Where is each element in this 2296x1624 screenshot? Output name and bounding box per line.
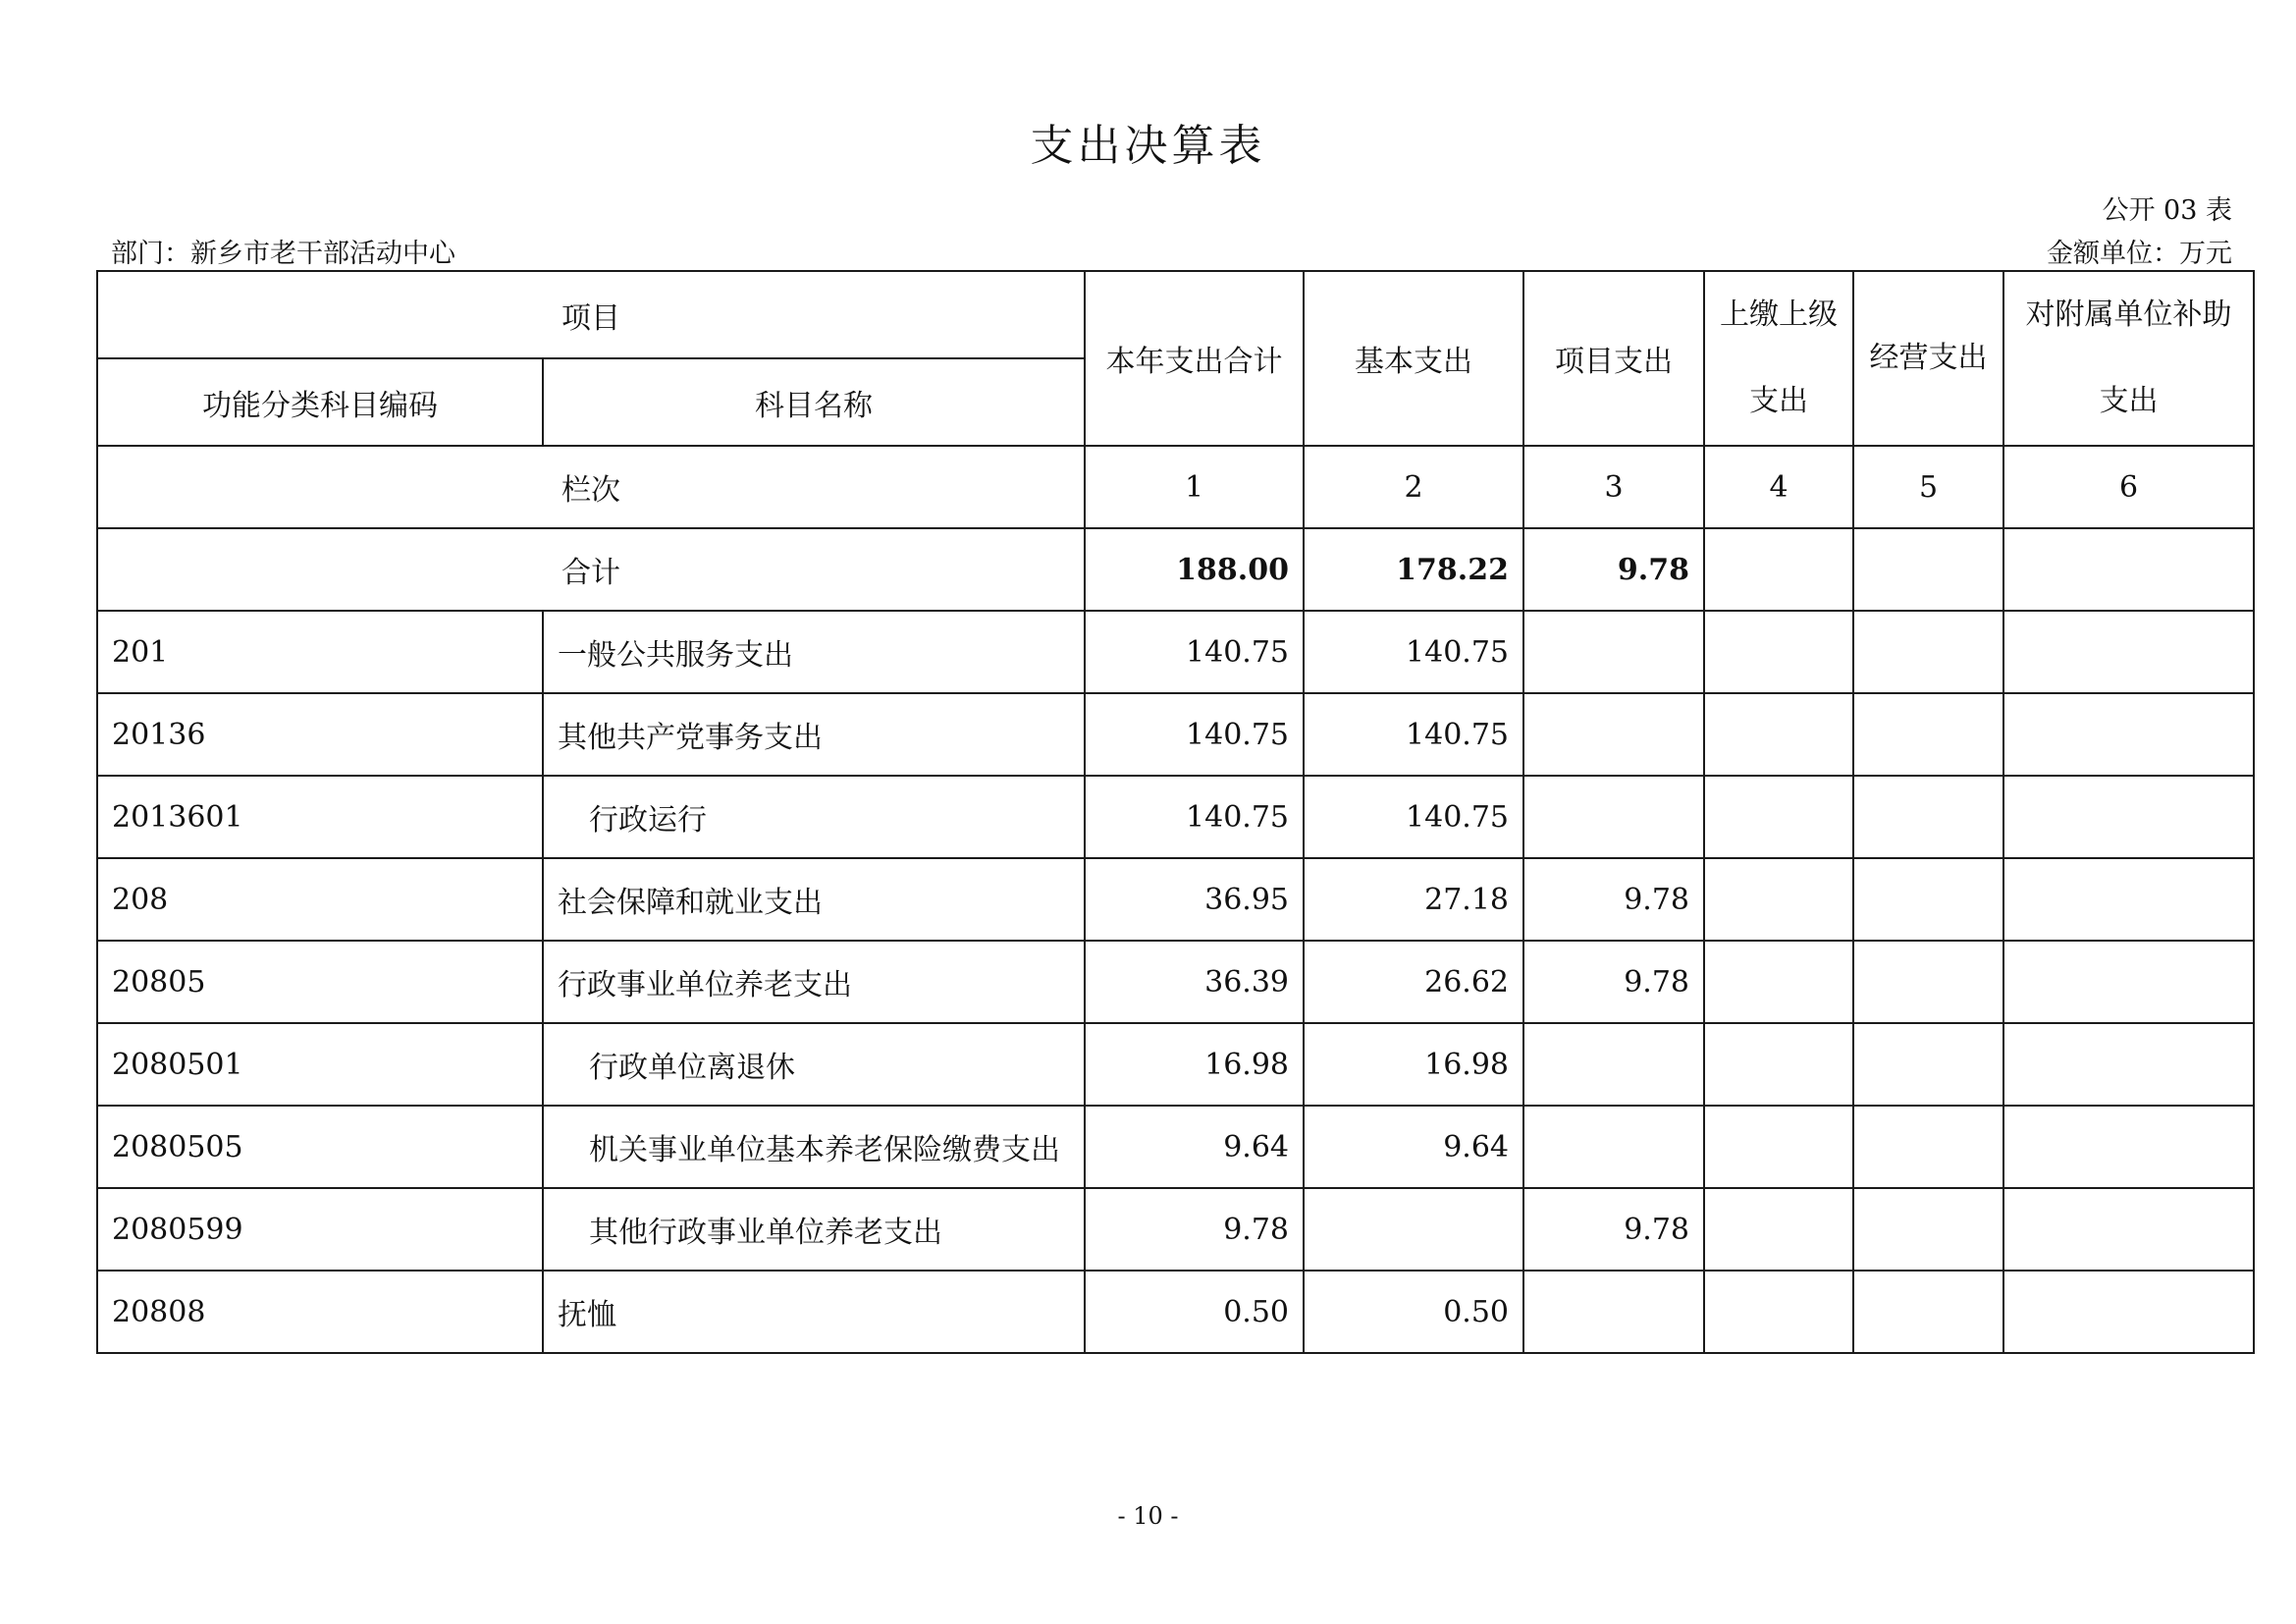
project-cell: 9.78	[1523, 1188, 1704, 1271]
remit-cell	[1704, 1271, 1853, 1353]
total-cell: 188.00	[1085, 528, 1304, 611]
header-basic-expenditure: 基本支出	[1304, 271, 1523, 446]
name-cell: 行政单位离退休	[543, 1023, 1085, 1106]
index-num: 5	[1853, 446, 2003, 528]
total-label: 合计	[97, 528, 1085, 611]
business-cell	[1853, 776, 2003, 858]
basic-cell	[1304, 1188, 1523, 1271]
header-remit-expenditure: 上缴上级支出	[1704, 271, 1853, 446]
subsidy-cell	[2003, 1106, 2254, 1188]
project-cell	[1523, 1023, 1704, 1106]
remit-cell	[1704, 776, 1853, 858]
code-cell: 2013601	[97, 776, 543, 858]
code-cell: 2080599	[97, 1188, 543, 1271]
page-title: 支出决算表	[1030, 121, 1266, 171]
total-cell: 36.39	[1085, 941, 1304, 1023]
subsidy-cell	[2003, 693, 2254, 776]
header-code: 功能分类科目编码	[97, 358, 543, 446]
subsidy-cell	[2003, 941, 2254, 1023]
table-row	[97, 693, 2254, 776]
index-label: 栏次	[97, 446, 1085, 528]
subsidy-cell	[2003, 611, 2254, 693]
remit-cell	[1704, 858, 1853, 941]
total-cell: 36.95	[1085, 858, 1304, 941]
business-cell	[1853, 611, 2003, 693]
total-remit-cell	[1704, 528, 1853, 611]
code-cell: 20805	[97, 941, 543, 1023]
total-business-cell	[1853, 528, 2003, 611]
basic-cell: 140.75	[1304, 776, 1523, 858]
subsidy-cell	[2003, 776, 2254, 858]
header-row-top	[97, 271, 2254, 358]
subsidy-cell	[2003, 1188, 2254, 1271]
name-cell: 抚恤	[543, 1271, 1085, 1353]
total-cell: 9.64	[1085, 1106, 1304, 1188]
table-row	[97, 1271, 2254, 1353]
basic-cell: 140.75	[1304, 693, 1523, 776]
project-cell	[1523, 693, 1704, 776]
code-cell: 201	[97, 611, 543, 693]
name-cell: 行政运行	[543, 776, 1085, 858]
name-cell: 机关事业单位基本养老保险缴费支出	[543, 1106, 1085, 1188]
business-cell	[1853, 1106, 2003, 1188]
index-num: 1	[1085, 446, 1304, 528]
subsidy-cell	[2003, 1023, 2254, 1106]
doc-code: 公开 03 表	[2102, 195, 2232, 226]
basic-cell: 16.98	[1304, 1023, 1523, 1106]
code-cell: 208	[97, 858, 543, 941]
index-num: 3	[1523, 446, 1704, 528]
code-cell: 20808	[97, 1271, 543, 1353]
code-cell: 2080505	[97, 1106, 543, 1188]
header-business-expenditure: 经营支出	[1853, 271, 2003, 446]
basic-cell: 27.18	[1304, 858, 1523, 941]
total-cell: 0.50	[1085, 1271, 1304, 1353]
project-cell	[1523, 1106, 1704, 1188]
index-num: 2	[1304, 446, 1523, 528]
name-cell: 其他行政事业单位养老支出	[543, 1188, 1085, 1271]
table-row	[97, 611, 2254, 693]
index-num: 4	[1704, 446, 1853, 528]
expenditure-table	[96, 270, 2255, 1354]
total-cell: 140.75	[1085, 693, 1304, 776]
basic-cell: 26.62	[1304, 941, 1523, 1023]
name-cell: 行政事业单位养老支出	[543, 941, 1085, 1023]
table-row	[97, 1023, 2254, 1106]
subsidy-cell	[2003, 858, 2254, 941]
code-cell: 20136	[97, 693, 543, 776]
project-cell: 9.78	[1523, 941, 1704, 1023]
index-row	[97, 446, 2254, 528]
total-basic-cell: 178.22	[1304, 528, 1523, 611]
header-name: 科目名称	[543, 358, 1085, 446]
remit-cell	[1704, 611, 1853, 693]
business-cell	[1853, 1188, 2003, 1271]
table-row	[97, 858, 2254, 941]
business-cell	[1853, 1023, 2003, 1106]
business-cell	[1853, 1271, 2003, 1353]
remit-cell	[1704, 693, 1853, 776]
project-cell	[1523, 611, 1704, 693]
total-subsidy-cell	[2003, 528, 2254, 611]
total-project-cell: 9.78	[1523, 528, 1704, 611]
business-cell	[1853, 858, 2003, 941]
total-row	[97, 528, 2254, 611]
total-cell: 140.75	[1085, 611, 1304, 693]
project-cell	[1523, 776, 1704, 858]
code-cell: 2080501	[97, 1023, 543, 1106]
basic-cell: 0.50	[1304, 1271, 1523, 1353]
total-cell: 140.75	[1085, 776, 1304, 858]
department-label: 部门：新乡市老干部活动中心	[111, 239, 455, 269]
page-number: - 10 -	[1117, 1502, 1179, 1530]
remit-cell	[1704, 1188, 1853, 1271]
amount-unit-label: 金额单位：万元	[2047, 239, 2232, 269]
remit-cell	[1704, 1023, 1853, 1106]
table-row	[97, 1188, 2254, 1271]
name-cell: 一般公共服务支出	[543, 611, 1085, 693]
name-cell: 其他共产党事务支出	[543, 693, 1085, 776]
name-cell: 社会保障和就业支出	[543, 858, 1085, 941]
header-project: 项目	[97, 271, 1085, 358]
table-row	[97, 776, 2254, 858]
remit-cell	[1704, 1106, 1853, 1188]
index-num: 6	[2003, 446, 2254, 528]
table-row	[97, 941, 2254, 1023]
project-cell	[1523, 1271, 1704, 1353]
basic-cell: 140.75	[1304, 611, 1523, 693]
total-cell: 16.98	[1085, 1023, 1304, 1106]
business-cell	[1853, 693, 2003, 776]
total-cell: 9.78	[1085, 1188, 1304, 1271]
header-total-expenditure: 本年支出合计	[1085, 271, 1304, 446]
basic-cell: 9.64	[1304, 1106, 1523, 1188]
table-row	[97, 1106, 2254, 1188]
subsidy-cell	[2003, 1271, 2254, 1353]
business-cell	[1853, 941, 2003, 1023]
remit-cell	[1704, 941, 1853, 1023]
project-cell: 9.78	[1523, 858, 1704, 941]
header-subsidy-expenditure: 对附属单位补助支出	[2003, 271, 2254, 446]
header-project-expenditure: 项目支出	[1523, 271, 1704, 446]
